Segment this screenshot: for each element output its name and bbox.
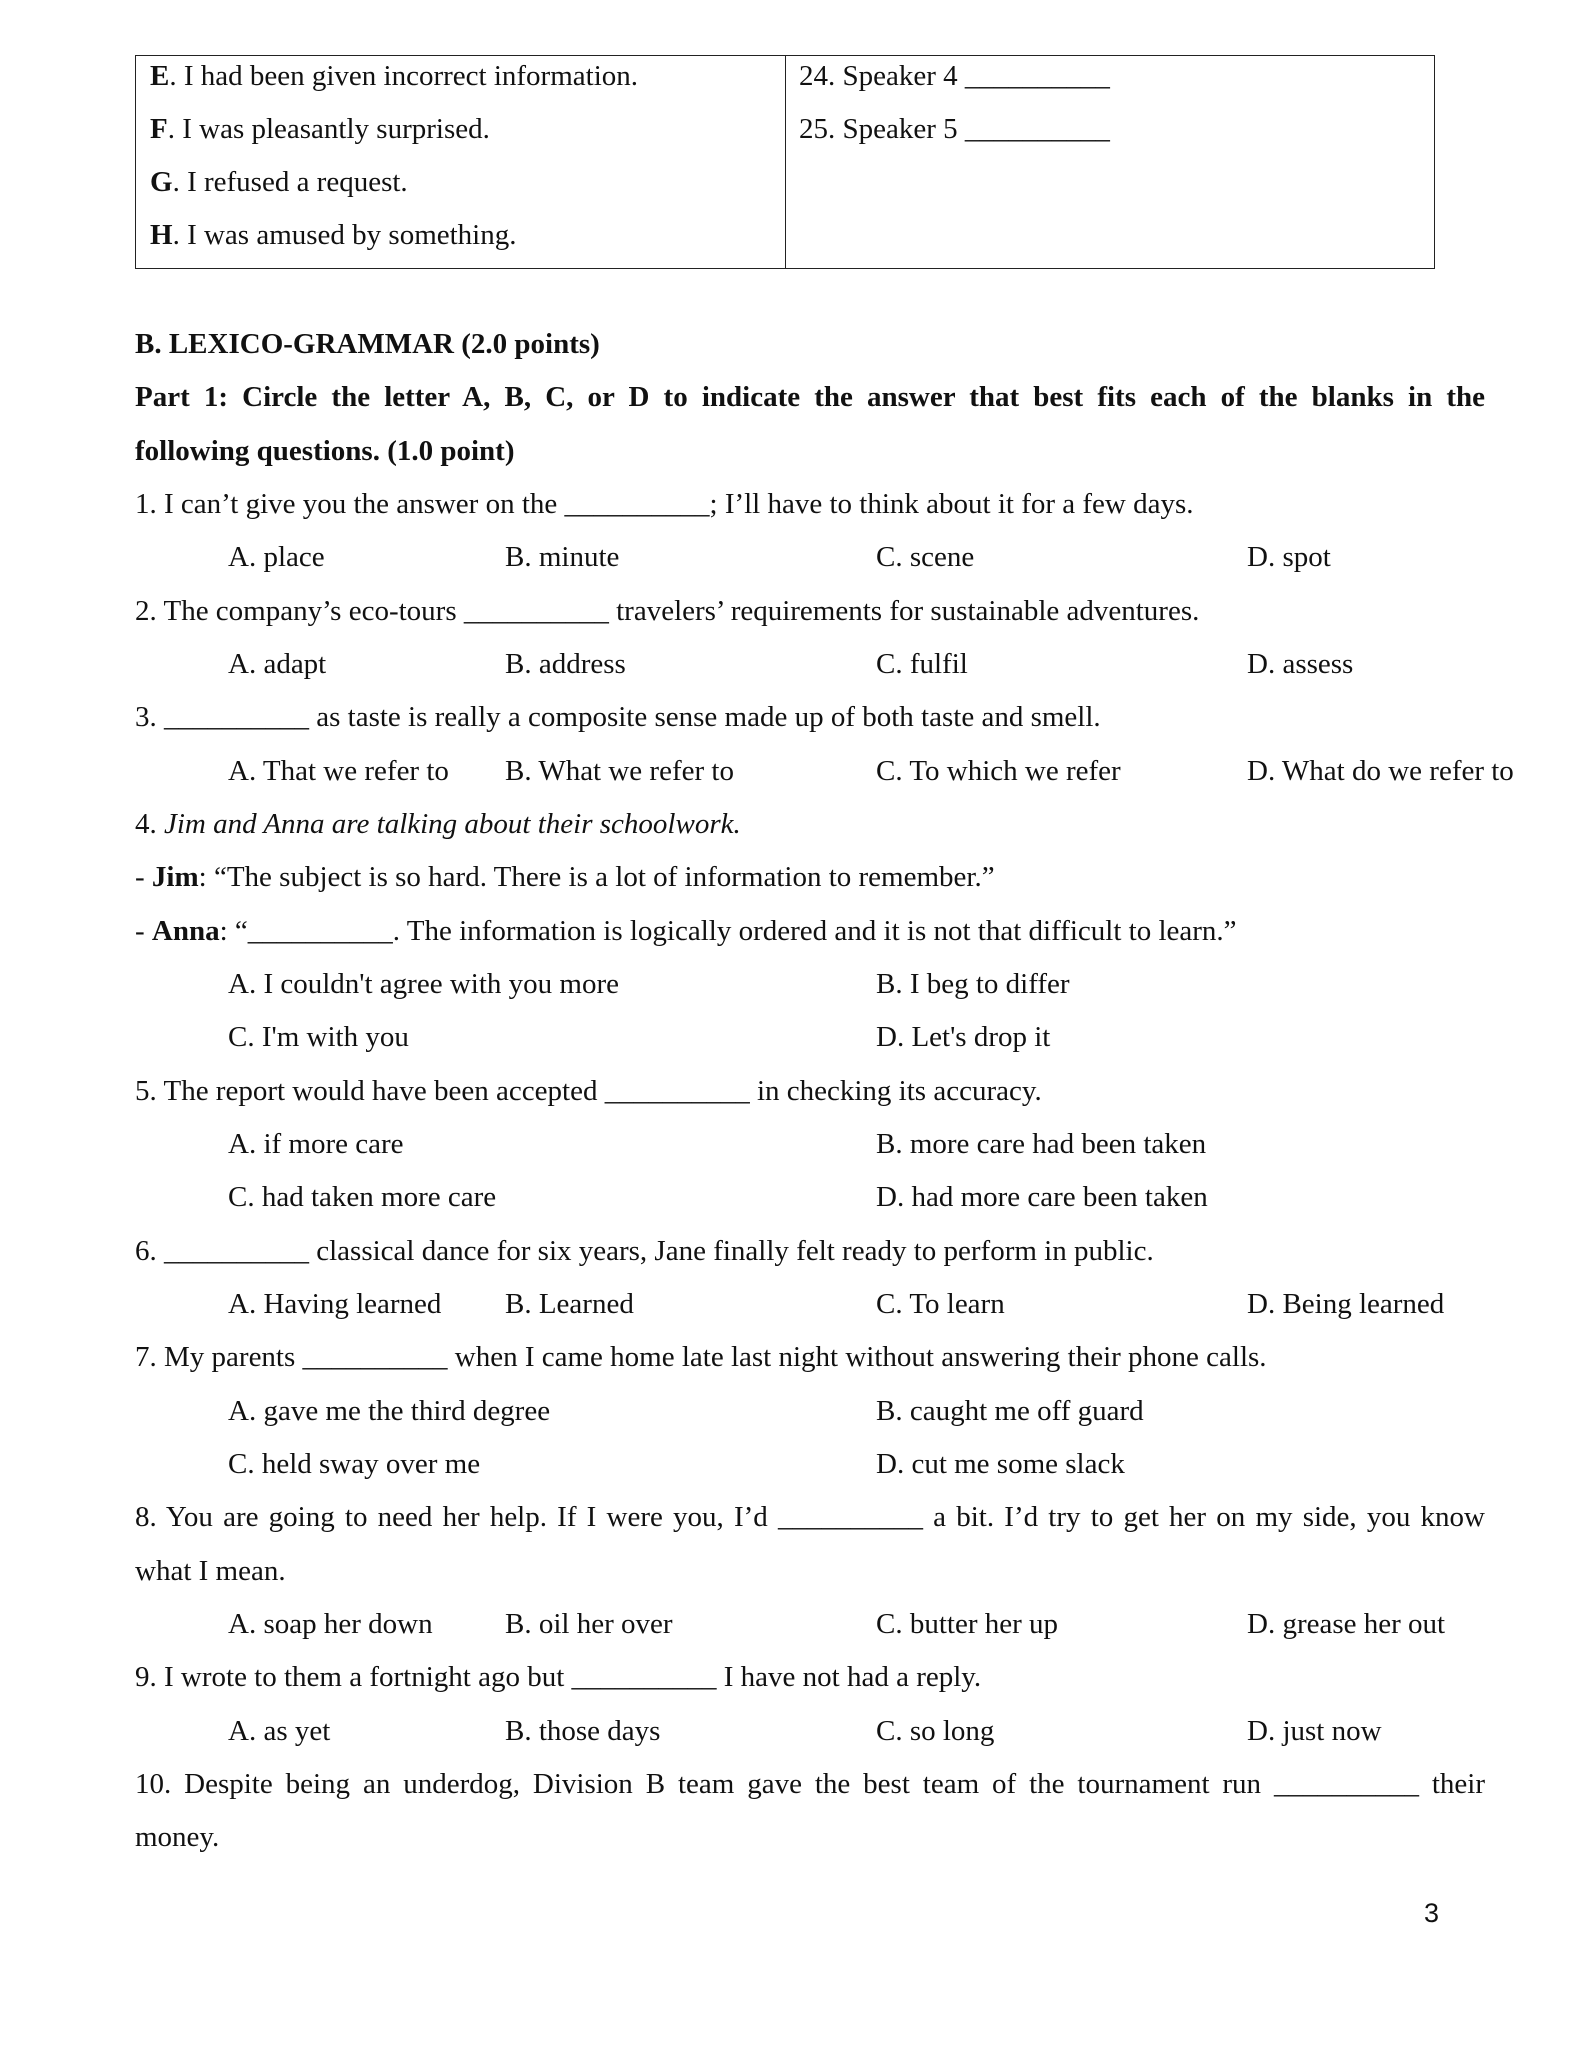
- q9-option-a[interactable]: A. as yet: [228, 1715, 331, 1747]
- q8-option-b[interactable]: B. oil her over: [505, 1608, 673, 1640]
- page-number: 3: [1424, 1898, 1440, 1928]
- q4-option-a[interactable]: A. I couldn't agree with you more: [228, 968, 619, 1000]
- q4-option-d[interactable]: D. Let's drop it: [876, 1021, 1051, 1053]
- table-divider: [785, 56, 786, 268]
- speaker-5-answer[interactable]: 25. Speaker 5 __________: [799, 113, 1110, 145]
- q1-option-c[interactable]: C. scene: [876, 541, 975, 573]
- q4-option-c[interactable]: C. I'm with you: [228, 1021, 409, 1053]
- q7-option-c[interactable]: C. held sway over me: [228, 1448, 481, 1480]
- q6-option-a[interactable]: A. Having learned: [228, 1288, 442, 1320]
- question-6: 6. __________ classical dance for six years, Jane finally felt ready to perform in public.: [135, 1235, 1154, 1267]
- q6-option-d[interactable]: D. Being learned: [1247, 1288, 1445, 1320]
- section-title: B. LEXICO-GRAMMAR (2.0 points): [135, 328, 600, 360]
- question-10: 10. Despite being an underdog, Division B team gave the best team of the tournament run __________ their: [135, 1768, 1485, 1800]
- q2-option-a[interactable]: A. adapt: [228, 648, 327, 680]
- question-8: 8. You are going to need her help. If I were you, I’d __________ a bit. I’d try to get her on my side, you know: [135, 1501, 1485, 1533]
- q9-option-d[interactable]: D. just now: [1247, 1715, 1382, 1747]
- question-1: 1. I can’t give you the answer on the __________; I’ll have to think about it for a few days.: [135, 488, 1194, 520]
- q8-option-a[interactable]: A. soap her down: [228, 1608, 433, 1640]
- q4-jim-line: - Jim: “The subject is so hard. There is a lot of information to remember.”: [135, 861, 995, 893]
- q8-option-c[interactable]: C. butter her up: [876, 1608, 1059, 1640]
- question-7: 7. My parents __________ when I came home late last night without answering their phone calls.: [135, 1341, 1267, 1373]
- question-4: 4. Jim and Anna are talking about their schoolwork.: [135, 808, 741, 840]
- q8-option-d[interactable]: D. grease her out: [1247, 1608, 1446, 1640]
- question-9: 9. I wrote to them a fortnight ago but __________ I have not had a reply.: [135, 1661, 982, 1693]
- question-5: 5. The report would have been accepted __________ in checking its accuracy.: [135, 1075, 1042, 1107]
- question-10-line2: money.: [135, 1821, 220, 1853]
- q1-option-d[interactable]: D. spot: [1247, 541, 1331, 573]
- q3-option-c[interactable]: C. To which we refer: [876, 755, 1121, 787]
- q6-option-b[interactable]: B. Learned: [505, 1288, 634, 1320]
- q5-option-c[interactable]: C. had taken more care: [228, 1181, 497, 1213]
- q5-option-a[interactable]: A. if more care: [228, 1128, 404, 1160]
- q9-option-c[interactable]: C. so long: [876, 1715, 995, 1747]
- option-e: E. I had been given incorrect information.: [150, 60, 639, 92]
- q7-option-a[interactable]: A. gave me the third degree: [228, 1395, 551, 1427]
- option-f: F. I was pleasantly surprised.: [150, 113, 490, 145]
- q7-option-d[interactable]: D. cut me some slack: [876, 1448, 1125, 1480]
- q3-option-d[interactable]: D. What do we refer to: [1247, 755, 1514, 787]
- speaker-4-answer[interactable]: 24. Speaker 4 __________: [799, 60, 1110, 92]
- q4-anna-line: - Anna: “__________. The information is logically ordered and it is not that difficult to learn.”: [135, 915, 1237, 947]
- option-h: H. I was amused by something.: [150, 219, 517, 251]
- q6-option-c[interactable]: C. To learn: [876, 1288, 1005, 1320]
- q2-option-d[interactable]: D. assess: [1247, 648, 1354, 680]
- q3-option-b[interactable]: B. What we refer to: [505, 755, 734, 787]
- q3-option-a[interactable]: A. That we refer to: [228, 755, 449, 787]
- question-8-line2: what I mean.: [135, 1555, 286, 1587]
- part1-instruction-line2: following questions. (1.0 point): [135, 435, 515, 467]
- question-2: 2. The company’s eco-tours __________ travelers’ requirements for sustainable adventures.: [135, 595, 1200, 627]
- q5-option-b[interactable]: B. more care had been taken: [876, 1128, 1207, 1160]
- q4-option-b[interactable]: B. I beg to differ: [876, 968, 1070, 1000]
- q9-option-b[interactable]: B. those days: [505, 1715, 661, 1747]
- option-g: G. I refused a request.: [150, 166, 408, 198]
- part1-instruction: Part 1: Circle the letter A, B, C, or D to indicate the answer that best fits each of the blanks in the: [135, 381, 1485, 413]
- question-3: 3. __________ as taste is really a composite sense made up of both taste and smell.: [135, 701, 1101, 733]
- q2-option-c[interactable]: C. fulfil: [876, 648, 968, 680]
- q2-option-b[interactable]: B. address: [505, 648, 626, 680]
- q7-option-b[interactable]: B. caught me off guard: [876, 1395, 1144, 1427]
- q1-option-a[interactable]: A. place: [228, 541, 325, 573]
- q1-option-b[interactable]: B. minute: [505, 541, 620, 573]
- q5-option-d[interactable]: D. had more care been taken: [876, 1181, 1208, 1213]
